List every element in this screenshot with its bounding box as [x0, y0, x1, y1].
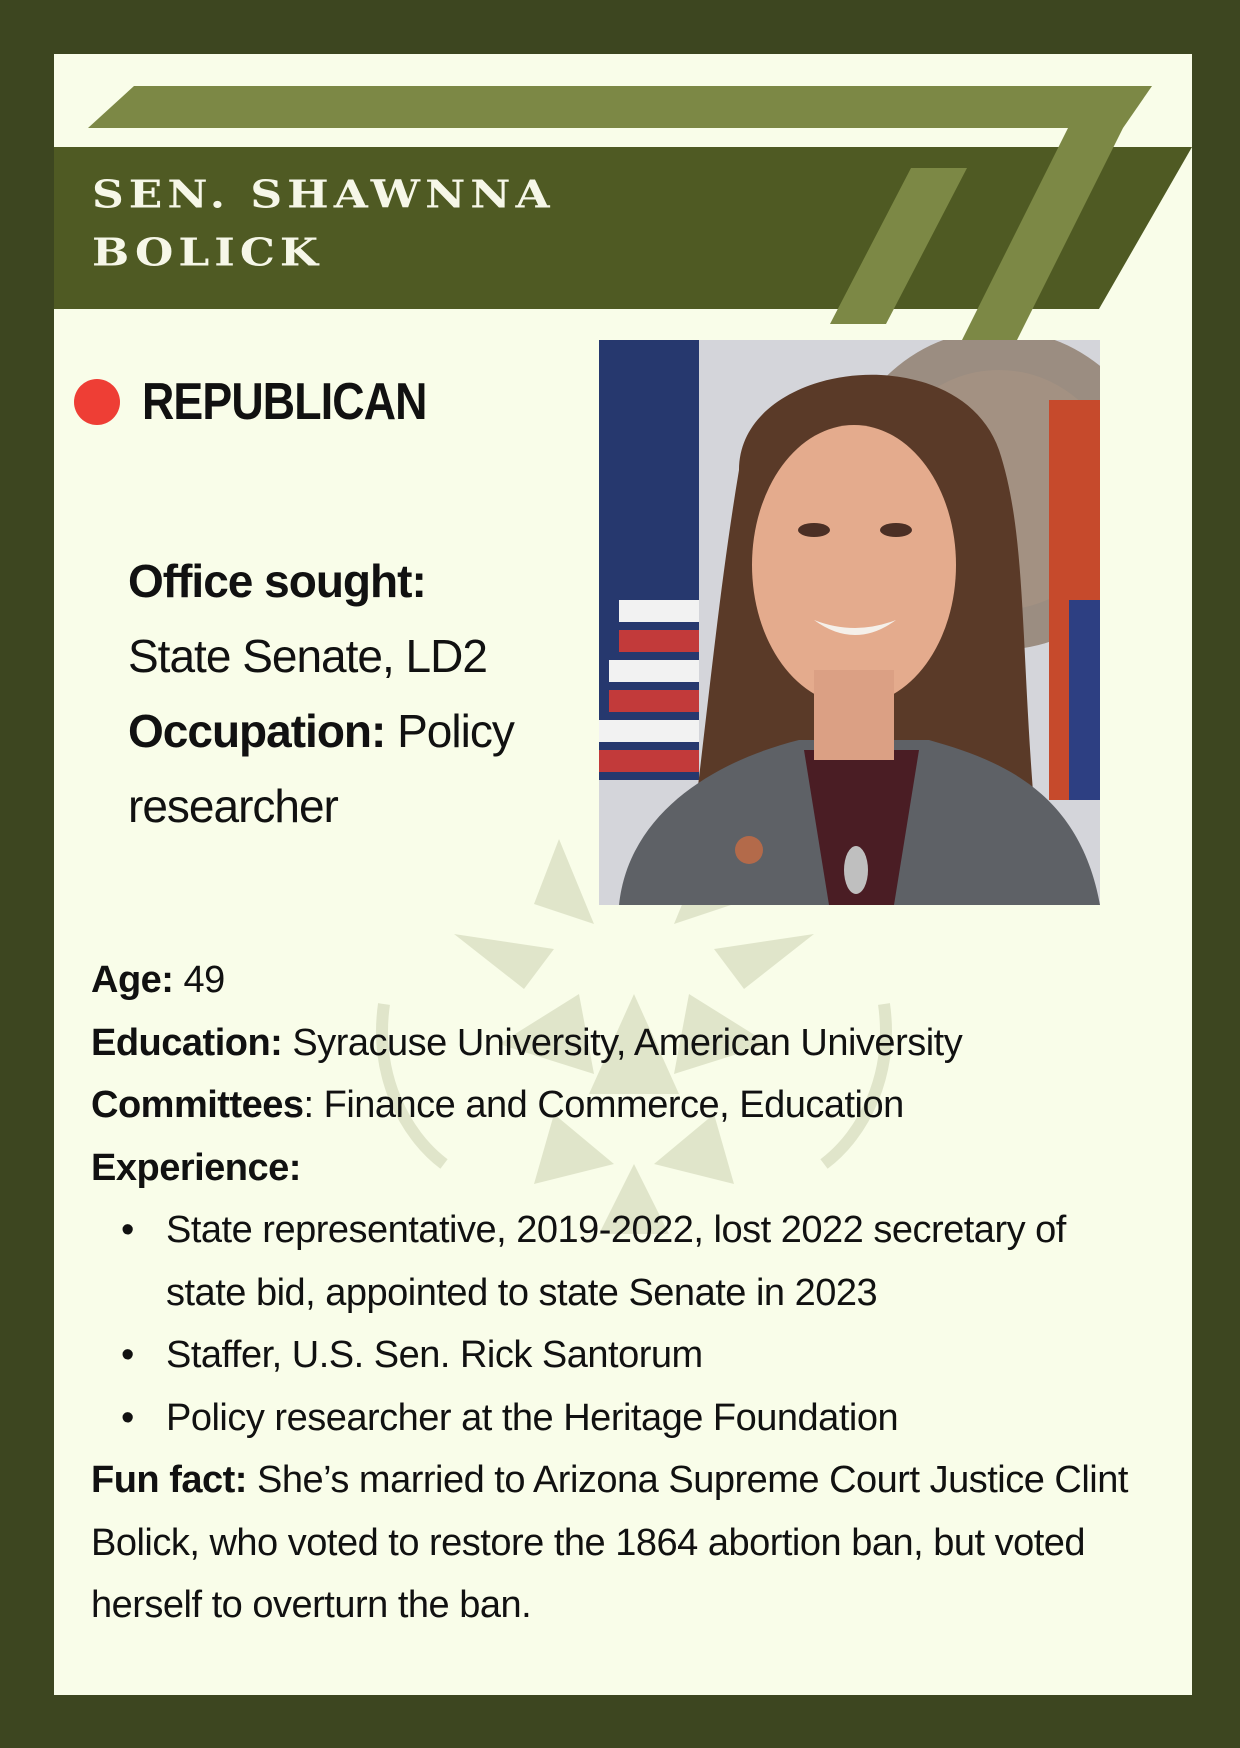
candidate-details [91, 949, 1151, 1637]
committees-value: : Finance and Commerce, Education [303, 1084, 904, 1126]
candidate-card [54, 54, 1192, 1695]
experience-label: Experience: [91, 1146, 301, 1189]
experience-list [91, 1199, 1151, 1449]
occupation [128, 694, 598, 844]
list-item: • State representative, 2019-2022, lost 2022 secretary of state bid, appointed to state Senate in 2023 [166, 1199, 1151, 1324]
list-item: • Policy researcher at the Heritage Foundation [166, 1387, 1151, 1450]
education-row [91, 1012, 1151, 1075]
candidate-name-line2: BOLICK [92, 230, 324, 276]
banner-top-stripe [88, 86, 1152, 128]
office-sought-value: State Senate, LD2 [128, 630, 487, 682]
committees-row [91, 1074, 1151, 1137]
us-flag-icon [599, 340, 699, 780]
fun-fact-label: Fun fact: [91, 1459, 247, 1501]
party-affiliation [74, 372, 473, 432]
office-info [128, 544, 598, 844]
fun-fact-row [91, 1449, 1151, 1637]
education-value: Syracuse University, American University [292, 1021, 963, 1064]
party-dot-icon [74, 379, 120, 425]
office-sought [128, 544, 598, 619]
candidate-portrait [599, 340, 1100, 905]
age-row [91, 949, 1151, 1012]
office-sought-label: Office sought: [128, 555, 426, 607]
experience-row [91, 1137, 1151, 1200]
candidate-name [92, 166, 555, 282]
occupation-label: Occupation: [128, 705, 386, 757]
education-label: Education: [91, 1021, 283, 1064]
list-item: • Staffer, U.S. Sen. Rick Santorum [166, 1324, 1151, 1387]
fun-fact-value: She’s married to Arizona Supreme Court Justice Clint Bolick, who voted to restore the 1864 abortion ban, but voted herself to overturn the ban. [91, 1459, 1128, 1626]
party-label: REPUBLICAN [142, 373, 427, 431]
occupation-value: Policy researcher [128, 705, 514, 832]
committees-label: Committees [91, 1084, 304, 1126]
age-label: Age: [91, 959, 174, 1001]
candidate-name-line1: SEN. SHAWNNA [92, 172, 555, 218]
face-shape [752, 425, 956, 705]
age-value: 49 [183, 959, 225, 1001]
